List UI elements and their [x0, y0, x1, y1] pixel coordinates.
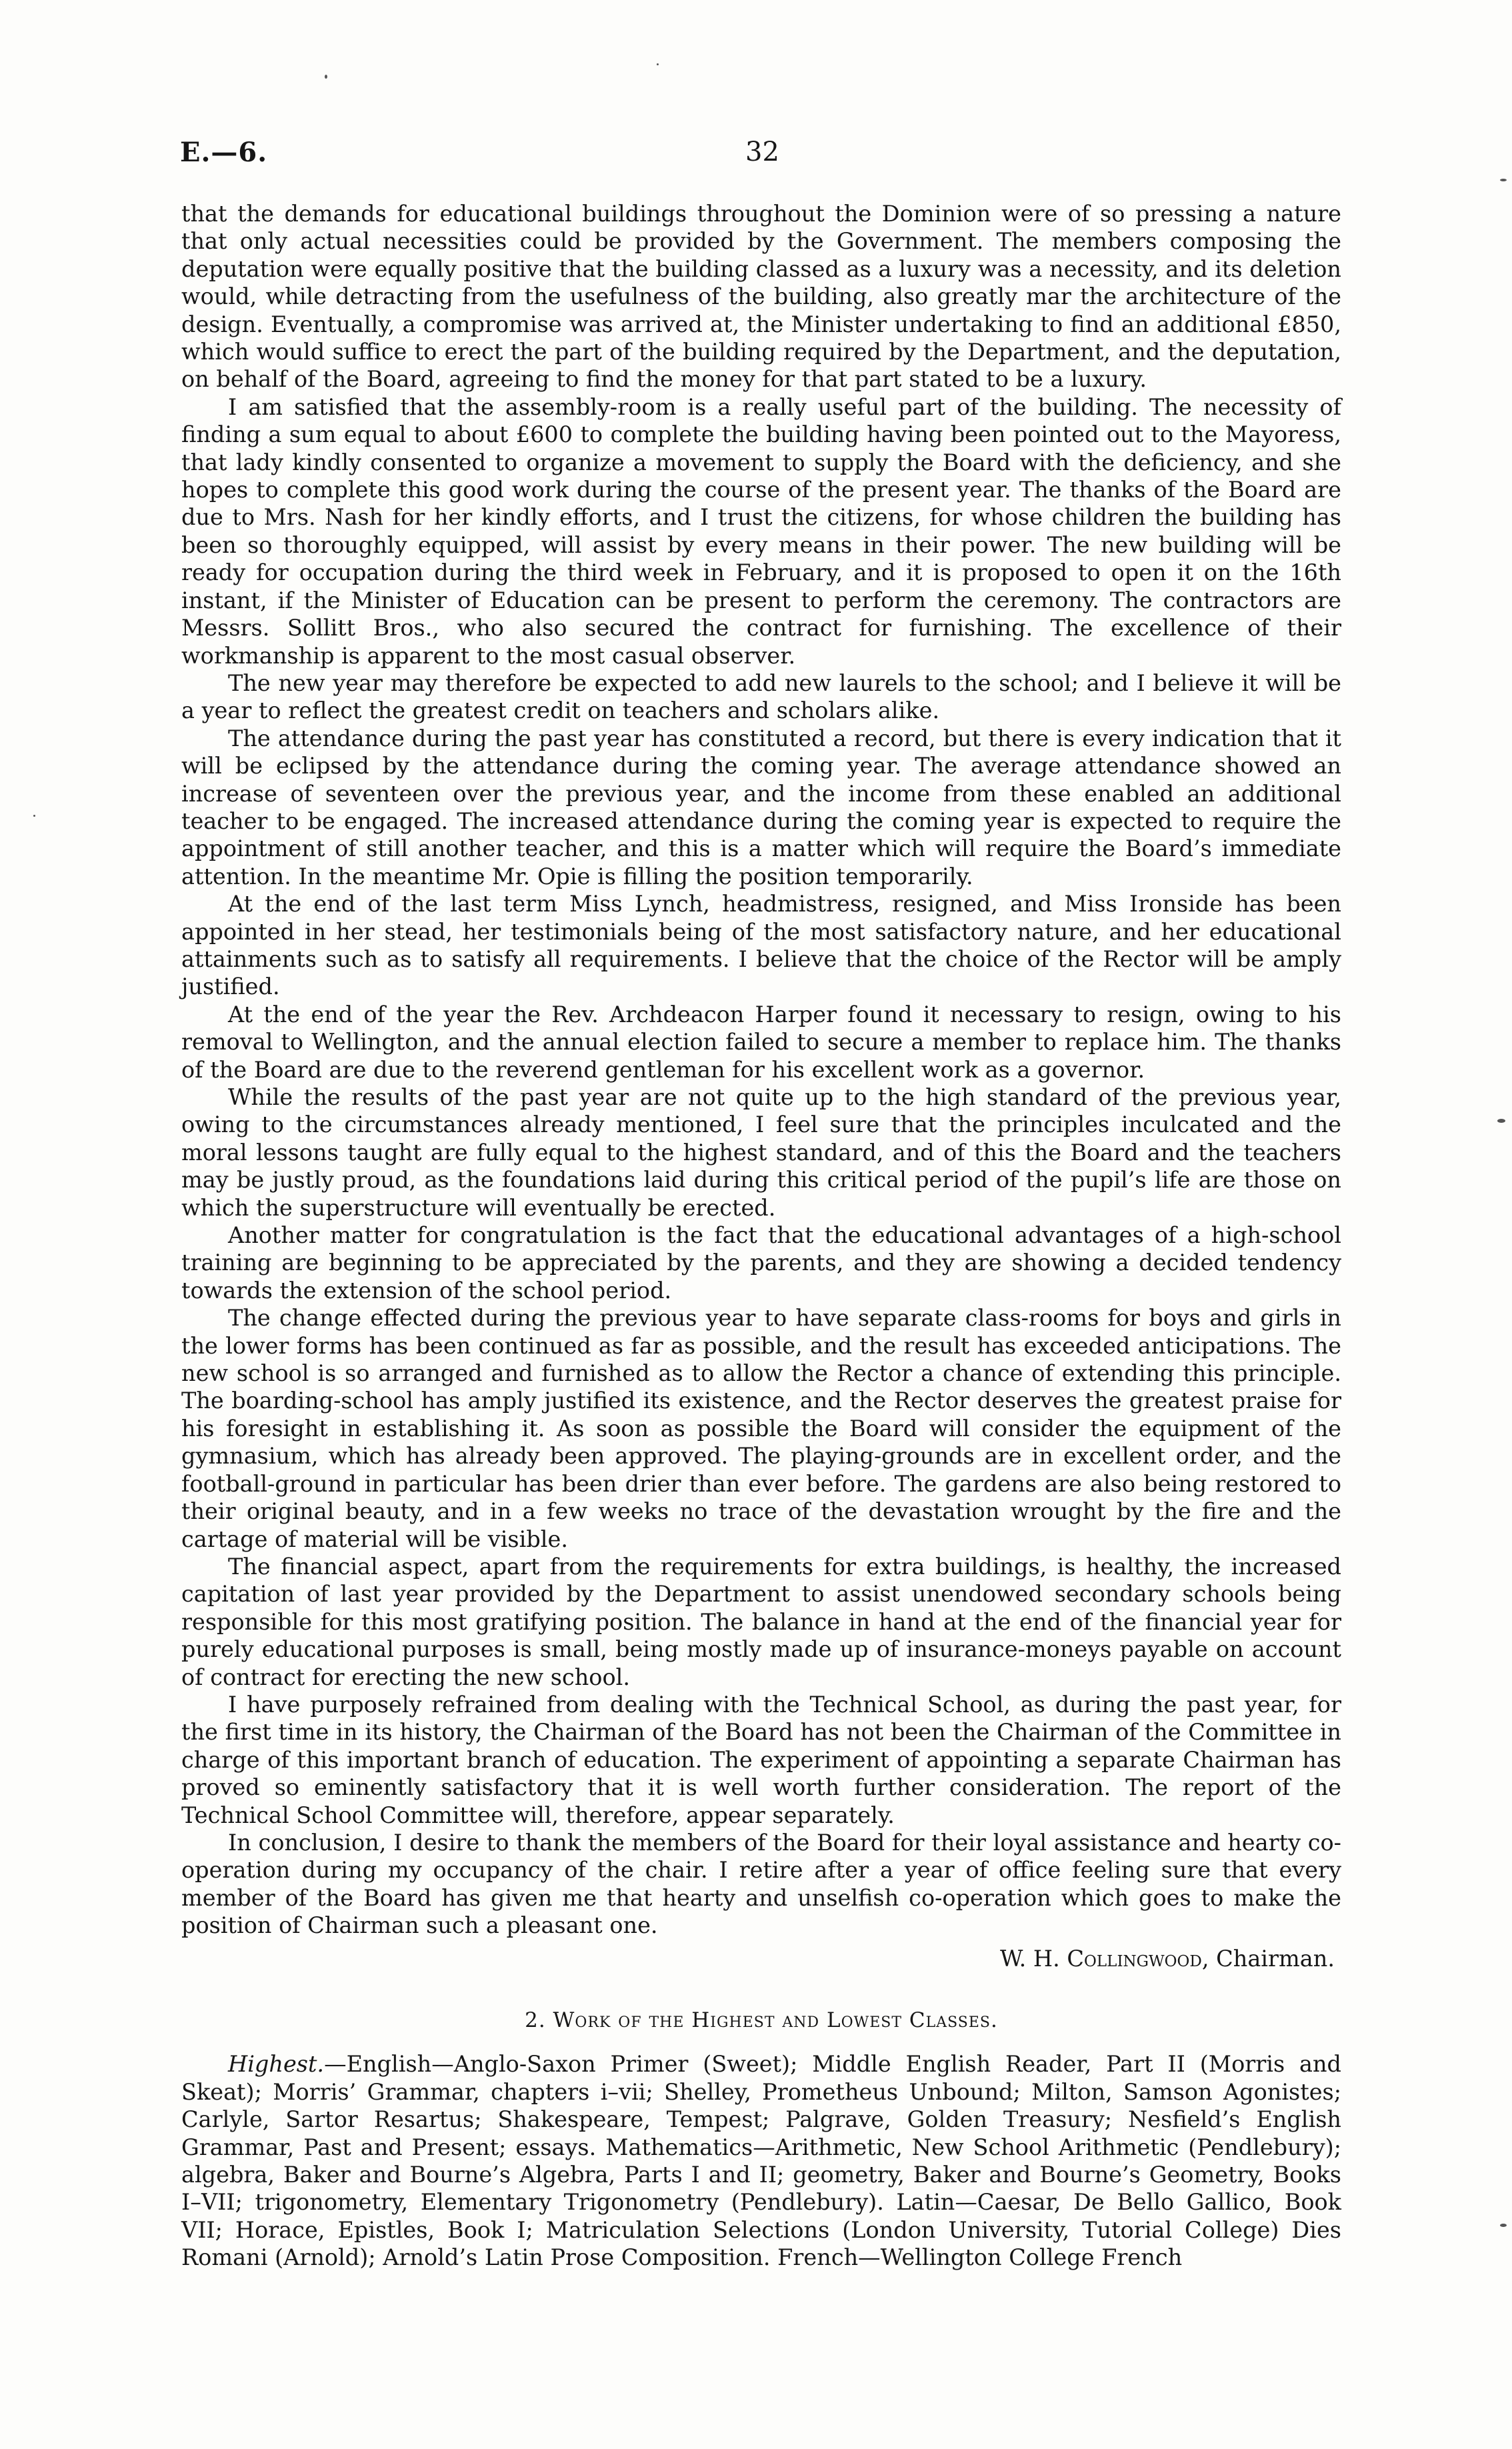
- section-heading: 2. Work of the Highest and Lowest Classes.: [525, 2008, 998, 2032]
- page-number: 32: [745, 137, 779, 167]
- course-paragraph: [181, 2050, 1341, 2271]
- signature: [181, 1945, 1341, 1972]
- paragraph: The attendance during the past year has constituted a record, but there is every indication that it will be eclipsed by the attendance during the coming year. The average attendance showed an increase of seventeen over the previous year, and the income from these enabled an additional teacher to be engaged. The increased attendance during the coming year is expected to require the appointment of still another teacher, and this is a matter which will require the Board’s immediate attention. In the meantime Mr. Opie is filling the position temporarily.: [181, 725, 1341, 889]
- page-header: [180, 137, 1340, 177]
- course-text: —English—Anglo-Saxon Primer (Sweet); Middle English Reader, Part II (Morris and Skeat); Morris’ Grammar, chapters i–vii; Shelley, Prometheus Unbound; Milton, Samson Agonistes; Carlyle, Sartor Resartus; Shakespeare, Tempest; Palgrave, Golden Treasury; Nesfield’s English Grammar, Past and Present; essays. Mathematics—Arithmetic, New School Arithmetic (Pendlebury); algebra, Baker and Bourne’s Algebra, Parts I and II; geometry, Baker and Bourne’s Geometry, Books I–VII; trigonometry, Elementary Trigonometry (Pendlebury). Latin—Caesar, De Bello Gallico, Book VII; Horace, Epistles, Book I; Matriculation Selections (London University, Tutorial College) Dies Romani (Arnold); Arnold’s Latin Prose Composition. French—Wellington College French: [181, 2051, 1341, 2271]
- course-list: [181, 2050, 1341, 2271]
- paragraph: I have purposely refrained from dealing with the Technical School, as during the past year, for the first time in its history, the Chairman of the Board has not been the Chairman of the Committee in charge of this important branch of education. The experiment of appointing a separate Chairman has proved so eminently satisfactory that it is well worth further consideration. The report of the Technical School Committee will, therefore, appear separately.: [181, 1691, 1341, 1828]
- paragraph: While the results of the past year are not quite up to the high standard of the previous year, owing to the circumstances already mentioned, I feel sure that the principles inculcated and the moral lessons taught are fully equal to the highest standard, and of this the Board and the teachers may be justly proud, as the foundations laid during this critical period of the pupil’s life are those on which the superstructure will eventually be erected.: [181, 1084, 1341, 1221]
- scan-speck: [1500, 2224, 1507, 2227]
- paragraph: At the end of the last term Miss Lynch, headmistress, resigned, and Miss Ironside has been appointed in her stead, her testimonials being of the most satisfactory nature, and her educational attainments such as to satisfy all requirements. I believe that the choice of the Rector will be amply justified.: [181, 891, 1341, 1000]
- course-label: Highest.: [228, 2051, 325, 2078]
- paragraph: that the demands for educational buildings throughout the Dominion were of so pressing a nature that only actual necessities could be provided by the Government. The members composing the deputation were equally positive that the building classed as a luxury was a necessity, and its deletion would, while detracting from the usefulness of the building, also greatly mar the architecture of the design. Eventually, a compromise was arrived at, the Minister undertaking to find an additional £850, which would suffice to erect the part of the building required by the Department, and the deputation, on behalf of the Board, agreeing to find the money for that part stated to be a luxury.: [181, 201, 1341, 393]
- scan-speck: [657, 63, 659, 65]
- scan-speck: [325, 75, 327, 79]
- signatory-title: , Chairman.: [1201, 1945, 1335, 1972]
- scan-speck: [1500, 179, 1507, 181]
- signatory-name: W. H. Collingwood: [1000, 1945, 1202, 1972]
- paragraph: The change effected during the previous year to have separate class-rooms for boys and girls in the lower forms has been continued as far as possible, and the result has exceeded anticipations. The new school is so arranged and furnished as to allow the Rector a chance of extending this principle. The boarding-school has amply justified its existence, and the Rector deserves the greatest praise for his foresight in establishing it. As soon as possible the Board will consider the equipment of the gymnasium, which has already been approved. The playing-grounds are in excellent order, and the football-ground in particular has been drier than ever before. The gardens are also being restored to their original beauty, and in a few weeks no trace of the devastation wrought by the fire and the cartage of material will be visible.: [181, 1305, 1341, 1552]
- paragraph: The new year may therefore be expected to add new laurels to the school; and I believe it will be a year to reflect the greatest credit on teachers and scholars alike.: [181, 669, 1341, 724]
- document-code: E.—6.: [180, 137, 268, 168]
- paragraph: In conclusion, I desire to thank the members of the Board for their loyal assistance and hearty co-operation during my occupancy of the chair. I retire after a year of office feeling sure that every member of the Board has given me that hearty and unselfish co-operation which goes to make the position of Chairman such a pleasant one.: [181, 1829, 1341, 1939]
- paragraph: Another matter for congratulation is the fact that the educational advantages of a high-school training are beginning to be appreciated by the parents, and they are showing a decided tendency towards the extension of the school period.: [181, 1222, 1341, 1304]
- paragraph: At the end of the year the Rev. Archdeacon Harper found it necessary to resign, owing to his removal to Wellington, and the annual election failed to secure a member to replace him. The thanks of the Board are due to the reverend gentleman for his excellent work as a governor.: [181, 1001, 1341, 1083]
- paragraph: The financial aspect, apart from the requirements for extra buildings, is healthy, the increased capitation of last year provided by the Department to assist unendowed secondary schools being responsible for this most gratifying position. The balance in hand at the end of the financial year for purely educational purposes is small, being mostly made up of insurance-moneys payable on account of contract for erecting the new school.: [181, 1553, 1341, 1690]
- paragraph: I am satisfied that the assembly-room is a really useful part of the building. The necessity of finding a sum equal to about £600 to complete the building having been pointed out to the Mayoress, that lady kindly consented to organize a movement to supply the Board with the deficiency, and she hopes to complete this good work during the course of the present year. The thanks of the Board are due to Mrs. Nash for her kindly efforts, and I trust the citizens, for whose children the building has been so thoroughly equipped, will assist by every means in their power. The new building will be ready for occupation during the third week in February, and it is proposed to open it on the 16th instant, if the Minister of Education can be present to perform the ceremony. The contractors are Messrs. Sollitt Bros., who also secured the contract for furnishing. The excellence of their workmanship is apparent to the most casual observer.: [181, 393, 1341, 669]
- report-body: [181, 200, 1341, 2272]
- scan-speck: [1497, 1119, 1505, 1123]
- scan-speck: [33, 815, 35, 817]
